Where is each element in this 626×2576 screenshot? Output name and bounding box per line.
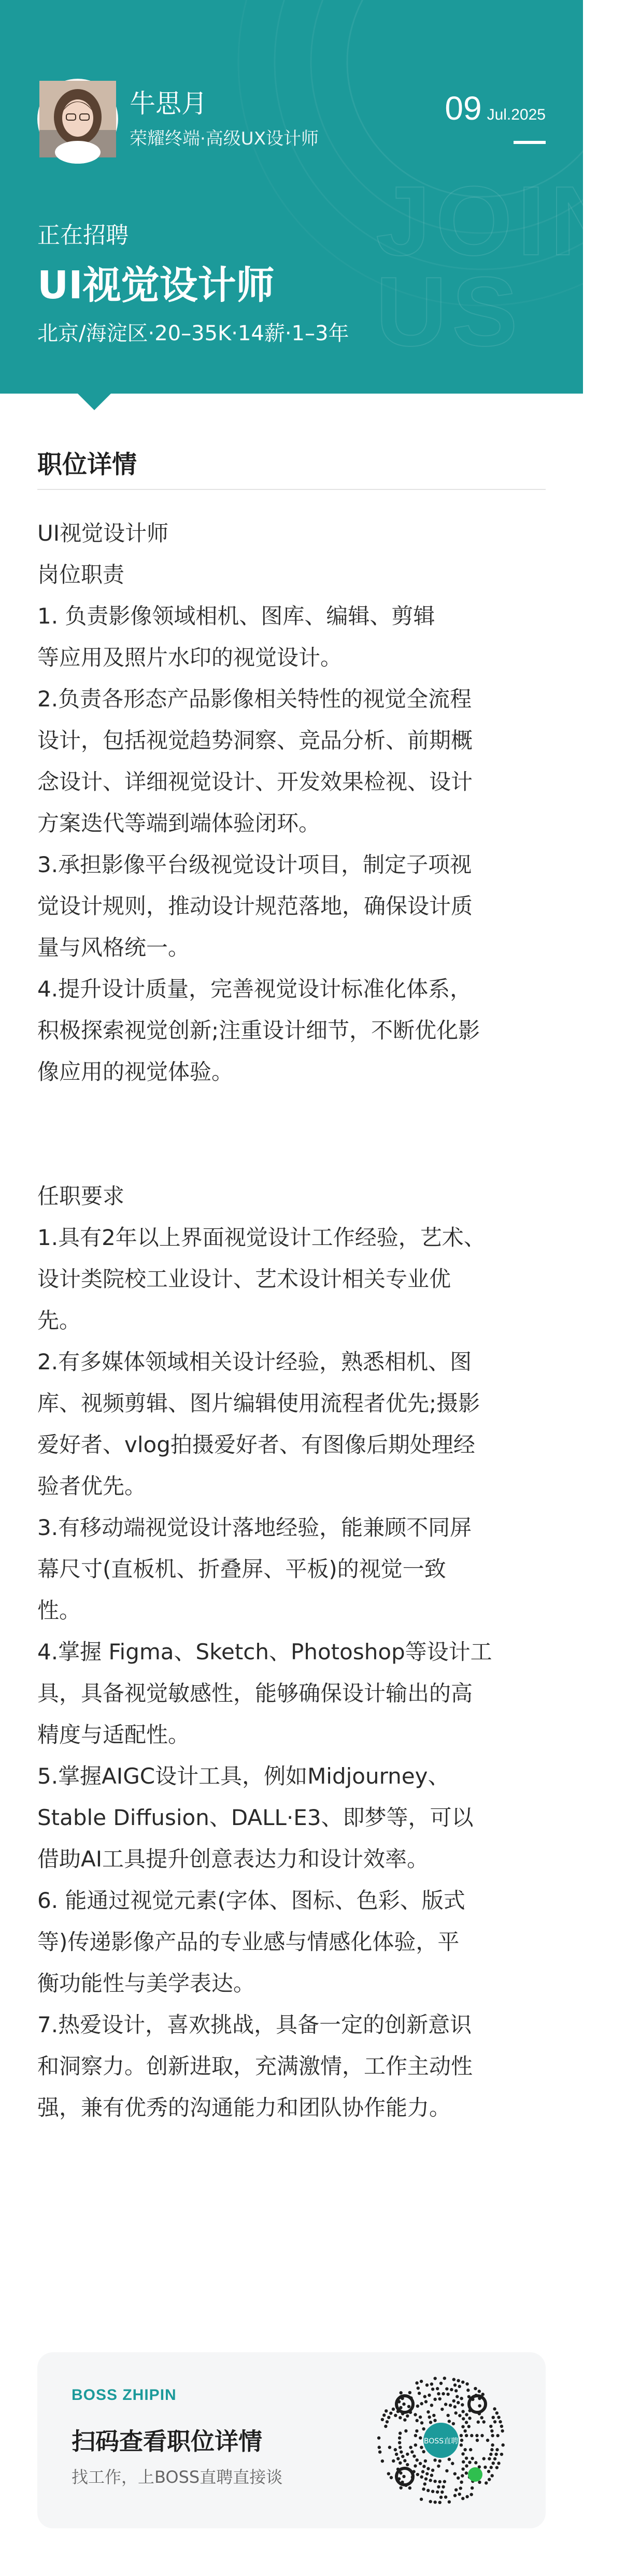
qr-dot: [465, 2421, 468, 2424]
qr-dot: [461, 2410, 464, 2413]
qr-dot: [448, 2500, 451, 2503]
qr-dot: [463, 2448, 466, 2451]
qr-dot: [471, 2486, 474, 2490]
qr-dot: [409, 2445, 412, 2449]
section-divider: [37, 489, 546, 490]
qr-dot: [446, 2414, 449, 2417]
qr-card[interactable]: [37, 2352, 546, 2528]
qr-dot: [428, 2394, 431, 2397]
qr-dot: [431, 2490, 434, 2493]
qr-dot: [433, 2419, 436, 2422]
qr-dot: [480, 2434, 483, 2437]
qr-dot: [443, 2377, 446, 2380]
qr-dot: [458, 2493, 461, 2496]
date-underline: [514, 141, 546, 144]
qr-dot: [398, 2436, 401, 2439]
qr-dot: [432, 2414, 435, 2417]
qr-dot: [442, 2392, 445, 2395]
qr-dot: [496, 2434, 499, 2437]
qr-dot: [474, 2387, 477, 2390]
qr-dot: [416, 2458, 419, 2462]
qr-dot: [488, 2478, 491, 2481]
qr-dot: [392, 2408, 395, 2411]
qr-dot: [460, 2443, 463, 2447]
qr-dot: [465, 2413, 468, 2416]
qr-dot: [430, 2473, 433, 2477]
qr-dot: [461, 2467, 464, 2470]
qr-dot: [381, 2459, 384, 2463]
qr-dot: [402, 2403, 405, 2406]
qr-dot: [469, 2448, 472, 2451]
qr-dot: [433, 2377, 436, 2380]
qr-dot: [474, 2461, 477, 2464]
qr-dot: [492, 2416, 495, 2419]
qr-dot: [459, 2486, 462, 2490]
qr-dot: [465, 2456, 468, 2459]
qr-dot: [416, 2419, 419, 2422]
qr-dot: [478, 2390, 481, 2393]
qr-dot: [457, 2379, 460, 2382]
qr-card-title: 扫码查看职位详情: [72, 2427, 262, 2455]
join-us-watermark: JOIN US: [376, 166, 626, 367]
qr-dot: [414, 2434, 417, 2437]
qr-dot: [443, 2480, 446, 2483]
qr-dot: [378, 2450, 381, 2453]
qr-dot: [419, 2415, 422, 2419]
qr-dot: [406, 2414, 409, 2418]
qr-dot: [381, 2418, 384, 2421]
qr-dot: [420, 2445, 423, 2449]
section-title: 职位详情: [37, 450, 137, 479]
qr-dot: [420, 2498, 423, 2501]
qr-dot: [438, 2501, 442, 2504]
qr-dot: [428, 2415, 431, 2419]
qr-dot: [410, 2450, 414, 2453]
qr-dot: [406, 2453, 409, 2456]
qr-dot: [489, 2425, 492, 2428]
qr-dot: [482, 2420, 486, 2423]
qr-dot: [489, 2453, 492, 2456]
qr-dot: [425, 2383, 429, 2386]
qr-dot: [461, 2380, 464, 2383]
qr-dot: [478, 2404, 481, 2407]
qr-dot: [494, 2453, 497, 2456]
qr-dot: [399, 2486, 402, 2490]
qr-dot: [377, 2436, 380, 2439]
qr-dot: [453, 2405, 457, 2408]
qr-dot: [424, 2400, 428, 2403]
qr-dot: [424, 2477, 428, 2480]
qr-dot: [399, 2445, 402, 2449]
qr-dot: [458, 2414, 461, 2417]
job-title: UI视觉设计师: [37, 263, 275, 308]
qr-dot: [438, 2459, 441, 2463]
qr-dot: [461, 2497, 464, 2500]
qr-dot: [415, 2381, 418, 2384]
qr-dot: [465, 2464, 468, 2467]
qr-dot: [382, 2413, 386, 2416]
qr-dot: [488, 2457, 491, 2460]
qr-dot: [439, 2382, 443, 2385]
qr-dot: [398, 2441, 401, 2444]
qr-dot: [465, 2434, 468, 2437]
qr-dot: [385, 2409, 388, 2412]
qr-dot: [404, 2429, 407, 2433]
qr-dot: [477, 2421, 480, 2424]
header-banner: [0, 0, 626, 394]
qr-dot: [384, 2425, 387, 2428]
qr-dot: [431, 2469, 434, 2472]
qr-dot: [470, 2434, 473, 2437]
qr-dot: [423, 2482, 426, 2485]
qr-dot: [433, 2480, 436, 2483]
qr-dot: [461, 2452, 464, 2455]
qr-dot: [444, 2495, 447, 2498]
qr-dot: [400, 2450, 403, 2453]
qr-dot: [454, 2389, 458, 2392]
qr-code[interactable]: [374, 2373, 508, 2508]
qr-badge-label: BOSS直聘: [423, 2437, 459, 2445]
qr-dot: [491, 2443, 494, 2447]
qr-dot: [465, 2471, 468, 2474]
qr-dot: [440, 2408, 444, 2411]
qr-dot: [501, 2429, 504, 2433]
qr-dot: [499, 2420, 502, 2423]
avatar[interactable]: [37, 79, 118, 160]
qr-dot: [470, 2493, 473, 2496]
qr-dot: [490, 2448, 493, 2451]
qr-dot: [403, 2459, 406, 2462]
qr-finder: [469, 2396, 486, 2412]
qr-dot: [433, 2500, 436, 2503]
qr-dot: [406, 2463, 409, 2466]
qr-dot: [449, 2404, 452, 2407]
qr-dot: [480, 2416, 483, 2419]
qr-dot: [448, 2458, 451, 2461]
qr-dot: [495, 2411, 499, 2414]
qr-dot: [444, 2403, 447, 2406]
job-description: UI视觉设计师 岗位职责 1. 负责影像领域相机、图库、编辑、剪辑 等应用及照片水印的视觉设计。 2.负责各形态产品影像相关特性的视觉全流程 设计，包括视觉趋势洞察、竞品分析、前期概 念设计、详细视觉设计、开发效果检视、设计 方案迭代等端到端体验闭环。 3.承担影像平台级视觉设计项目，制定子项视 觉设计规则，推动设计规范落地，确保设计质 量与风格统一。 4.提升设计质量，完善视觉设计标准化体系， 积极探索视觉创新;注重设计细节，不断优化影 像应用的视觉体验。 任职要求 1.具有2年以上界面视觉设计工作经验，艺术、 设计类院校工业设计、艺术设计相关专业优 先。 2.有多媒体领域相关设计经验，熟悉相机、图 库、视频剪辑、图片编辑使用流程者优先;摄影 爱好者、vlog拍摄爱好者、有图像后期处理经 验者优先。 3.有移动端视觉设计落地经验，能兼顾不同屏 幕尺寸(直板机、折叠屏、平板)的视觉一致 性。 4.掌握 Figma、Sketch、Photoshop等设计工 具，具备视觉敏感性，能够确保设计输出的高 精度与适配性。 5.掌握AIGC设计工具，例如Midjourney、 Stable Diffusion、DALL·E3、即梦等，可以 借助AI工具提升创意表达力和设计效率。 6. 能通过视觉元素(字体、图标、色彩、版式 等)传递影像产品的专业感与情感化体验，平 衡功能性与美学表达。 7.热爱设计，喜欢挑战，具备一定的创新意识 和洞察力。创新进取，充满激情，工作主动性 强，兼有优秀的沟通能力和团队协作能力。: [37, 520, 492, 2120]
qr-dot: [419, 2462, 422, 2465]
qr-dot: [422, 2487, 425, 2491]
qr-dot: [452, 2422, 455, 2425]
qr-dot: [436, 2387, 439, 2390]
qr-dot: [445, 2469, 448, 2472]
qr-dot: [402, 2475, 405, 2478]
qr-dot: [476, 2439, 479, 2442]
qr-dot: [401, 2455, 404, 2458]
qr-dot: [482, 2457, 486, 2460]
qr-dot: [461, 2425, 464, 2428]
qr-dot: [424, 2459, 427, 2463]
qr-dot: [491, 2434, 494, 2437]
qr-dot: [454, 2411, 457, 2414]
qr-dot: [461, 2403, 464, 2406]
qr-dot: [414, 2413, 417, 2416]
qr-dot: [457, 2477, 460, 2480]
qr-dot: [419, 2436, 422, 2439]
qr-dot: [457, 2401, 460, 2404]
qr-dot: [460, 2434, 463, 2437]
qr-dot: [466, 2389, 470, 2392]
hiring-status: 正在招聘: [37, 222, 129, 249]
qr-dot: [453, 2494, 457, 2497]
qr-dot: [465, 2495, 468, 2498]
green-logo-icon: [468, 2467, 482, 2482]
qr-dot: [492, 2462, 495, 2465]
qr-dot: [490, 2466, 493, 2469]
qr-dot: [438, 2397, 442, 2400]
boss-zhipin-logo: BOSS ZHIPIN: [72, 2386, 177, 2404]
job-meta: 北京/海淀区·20–35K·14薪·1–3年: [37, 322, 349, 345]
qr-dot: [430, 2404, 433, 2407]
qr-dot: [493, 2457, 496, 2461]
qr-dot: [442, 2485, 445, 2488]
qr-dot: [468, 2461, 471, 2464]
qr-dot: [478, 2481, 481, 2484]
qr-dot: [386, 2420, 389, 2423]
qr-dot: [495, 2448, 499, 2451]
qr-dot: [429, 2479, 432, 2482]
qr-card-subtitle: 找工作，上BOSS直聘直接谈: [72, 2467, 283, 2487]
qr-dot: [438, 2480, 442, 2483]
qr-dot: [420, 2421, 423, 2424]
qr-dot: [387, 2472, 390, 2475]
qr-dot: [500, 2425, 503, 2428]
qr-dot: [399, 2416, 402, 2419]
qr-dot: [440, 2491, 444, 2494]
qr-dot: [465, 2382, 468, 2385]
qr-dot: [426, 2410, 430, 2413]
qr-dot: [395, 2453, 398, 2456]
qr-dot: [396, 2457, 400, 2460]
qr-dot: [414, 2464, 417, 2467]
qr-dot: [421, 2470, 424, 2473]
qr-dot: [456, 2395, 459, 2398]
qr-dot: [420, 2402, 423, 2405]
qr-dot: [426, 2467, 430, 2470]
qr-dot: [485, 2481, 488, 2484]
qr-dot: [429, 2500, 432, 2503]
qr-dot: [497, 2415, 500, 2419]
qr-dot: [415, 2429, 418, 2433]
qr-dot: [388, 2445, 391, 2449]
qr-dot: [490, 2474, 493, 2477]
post-date: [445, 89, 546, 127]
qr-dot: [416, 2473, 419, 2476]
qr-dot: [430, 2382, 433, 2385]
qr-dot: [378, 2445, 381, 2449]
qr-dot: [437, 2392, 440, 2395]
qr-dot: [493, 2420, 496, 2423]
qr-dot: [387, 2416, 390, 2419]
qr-dot: [403, 2418, 406, 2421]
qr-dot: [436, 2491, 439, 2494]
recruiter-company: 荣耀终端·高级UX设计师: [130, 128, 319, 149]
qr-dot: [416, 2405, 419, 2408]
qr-dot: [453, 2472, 457, 2475]
qr-dot: [495, 2466, 499, 2469]
header-pointer: [77, 393, 112, 410]
qr-dot: [399, 2432, 402, 2435]
qr-dot: [433, 2398, 436, 2401]
qr-dot: [408, 2486, 411, 2490]
qr-dot: [452, 2378, 456, 2381]
qr-dot: [462, 2460, 465, 2463]
qr-dot: [501, 2443, 504, 2447]
qr-dot: [418, 2392, 421, 2395]
qr-dot: [420, 2380, 423, 2383]
qr-dot: [448, 2420, 451, 2423]
qr-dot: [422, 2450, 425, 2453]
qr-dot: [493, 2407, 496, 2410]
qr-dot: [461, 2474, 464, 2477]
qr-dot: [394, 2448, 397, 2451]
qr-dot: [453, 2383, 457, 2386]
qr-dot: [439, 2496, 443, 2499]
qr-dot: [399, 2391, 402, 2394]
qr-dot: [437, 2485, 440, 2488]
qr-dot: [445, 2387, 448, 2390]
qr-dot: [468, 2416, 471, 2420]
qr-dot: [408, 2391, 411, 2394]
qr-dot: [460, 2439, 463, 2442]
qr-dot: [500, 2453, 503, 2456]
qr-dot: [422, 2427, 425, 2430]
qr-dot: [451, 2462, 454, 2465]
qr-dot: [425, 2472, 429, 2475]
qr-dot: [417, 2386, 420, 2390]
qr-dot: [462, 2417, 465, 2420]
qr-dot: [389, 2411, 392, 2414]
post-day: 09: [445, 90, 482, 127]
qr-dot: [423, 2395, 426, 2398]
qr-dot: [487, 2470, 490, 2473]
post-month-year: Jul.2025: [487, 106, 546, 123]
qr-dot: [460, 2481, 463, 2484]
qr-dot: [429, 2421, 432, 2424]
qr-dot: [460, 2397, 463, 2400]
qr-dot: [394, 2414, 397, 2417]
qr-dot: [412, 2454, 416, 2457]
qr-dot: [454, 2488, 458, 2491]
qr-dot: [458, 2385, 461, 2388]
recruiter-name: 牛思月: [130, 89, 207, 119]
qr-dot: [414, 2443, 417, 2447]
qr-dot: [422, 2465, 425, 2468]
qr-dot: [420, 2476, 423, 2479]
qr-dot: [471, 2457, 474, 2460]
qr-dot: [426, 2489, 430, 2492]
qr-dot: [431, 2387, 434, 2391]
qr-dot: [450, 2388, 453, 2391]
qr-dot: [463, 2429, 466, 2433]
qr-dot: [446, 2393, 449, 2396]
qr-dot: [467, 2425, 471, 2428]
qr-dot: [486, 2439, 489, 2442]
qr-dot: [407, 2405, 410, 2408]
qr-dot: [433, 2458, 436, 2462]
qr-dot: [392, 2459, 395, 2463]
qr-dot: [483, 2466, 487, 2469]
qr-dot: [475, 2434, 478, 2437]
qr-dot: [497, 2462, 500, 2465]
qr-dot: [452, 2399, 456, 2403]
qr-dot: [437, 2465, 440, 2468]
qr-dot: [390, 2476, 393, 2479]
qr-dot: [490, 2429, 493, 2433]
qr-dot: [399, 2461, 402, 2464]
